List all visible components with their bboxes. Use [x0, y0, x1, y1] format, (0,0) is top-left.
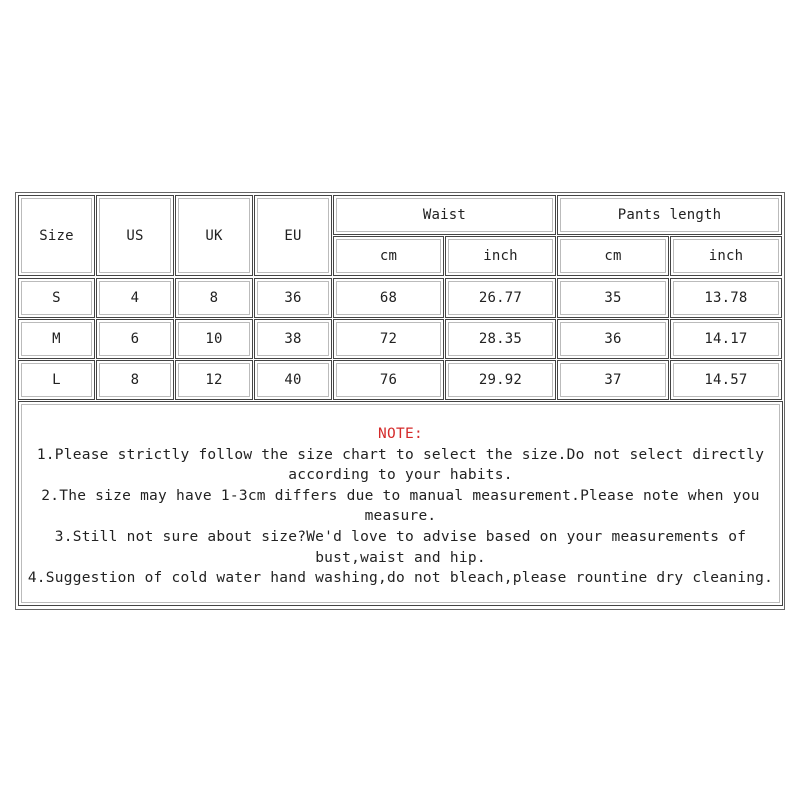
table-row-m-pants-inch: 14.17 — [670, 319, 782, 359]
header-uk: UK — [175, 195, 253, 276]
table-row-l-eu: 40 — [254, 360, 332, 400]
note-title: NOTE: — [378, 426, 423, 442]
header-us: US — [96, 195, 174, 276]
table-row-l-pants-inch: 14.57 — [670, 360, 782, 400]
table-row-m-eu: 38 — [254, 319, 332, 359]
note-line-6: bust,waist and hip. — [315, 549, 486, 566]
table-row-l-size: L — [18, 360, 95, 400]
note-line-2: according to your habits. — [288, 467, 513, 484]
table-row-m-us: 6 — [96, 319, 174, 359]
header-eu: EU — [254, 195, 332, 276]
header-size: Size — [18, 195, 95, 276]
header-pants-inch: inch — [670, 236, 782, 276]
table-row-l-pants-cm: 37 — [557, 360, 669, 400]
header-pants-length: Pants length — [557, 195, 782, 235]
table-row-s-pants-inch: 13.78 — [670, 278, 782, 318]
table-row-l-us: 8 — [96, 360, 174, 400]
header-pants-cm: cm — [557, 236, 669, 276]
table-row-m-waist-inch: 28.35 — [445, 319, 556, 359]
table-row-m-waist-cm: 72 — [333, 319, 444, 359]
note-box — [18, 401, 783, 606]
table-row-s-size: S — [18, 278, 95, 318]
note-line-7: 4.Suggestion of cold water hand washing,do not bleach,please rountine dry cleaning. — [27, 570, 774, 587]
table-row-s-us: 4 — [96, 278, 174, 318]
table-row-l-uk: 12 — [175, 360, 253, 400]
table-row-s-eu: 36 — [254, 278, 332, 318]
table-row-s-uk: 8 — [175, 278, 253, 318]
note-line-1: 1.Please strictly follow the size chart to select the size.Do not select directly — [36, 446, 765, 463]
table-row-l-waist-inch: 29.92 — [445, 360, 556, 400]
header-waist-inch: inch — [445, 236, 556, 276]
table-row-m-uk: 10 — [175, 319, 253, 359]
table-row-l-waist-cm: 76 — [333, 360, 444, 400]
note-line-5: 3.Still not sure about size?We'd love to advise based on your measurements of — [54, 528, 747, 545]
header-waist-cm: cm — [333, 236, 444, 276]
table-row-m-pants-cm: 36 — [557, 319, 669, 359]
table-row-m-size: M — [18, 319, 95, 359]
table-row-s-waist-inch: 26.77 — [445, 278, 556, 318]
table-row-s-pants-cm: 35 — [557, 278, 669, 318]
header-waist: Waist — [333, 195, 556, 235]
note-line-4: measure. — [364, 508, 437, 525]
note-line-3: 2.The size may have 1-3cm differs due to manual measurement.Please note when you — [41, 487, 760, 504]
table-row-s-waist-cm: 68 — [333, 278, 444, 318]
